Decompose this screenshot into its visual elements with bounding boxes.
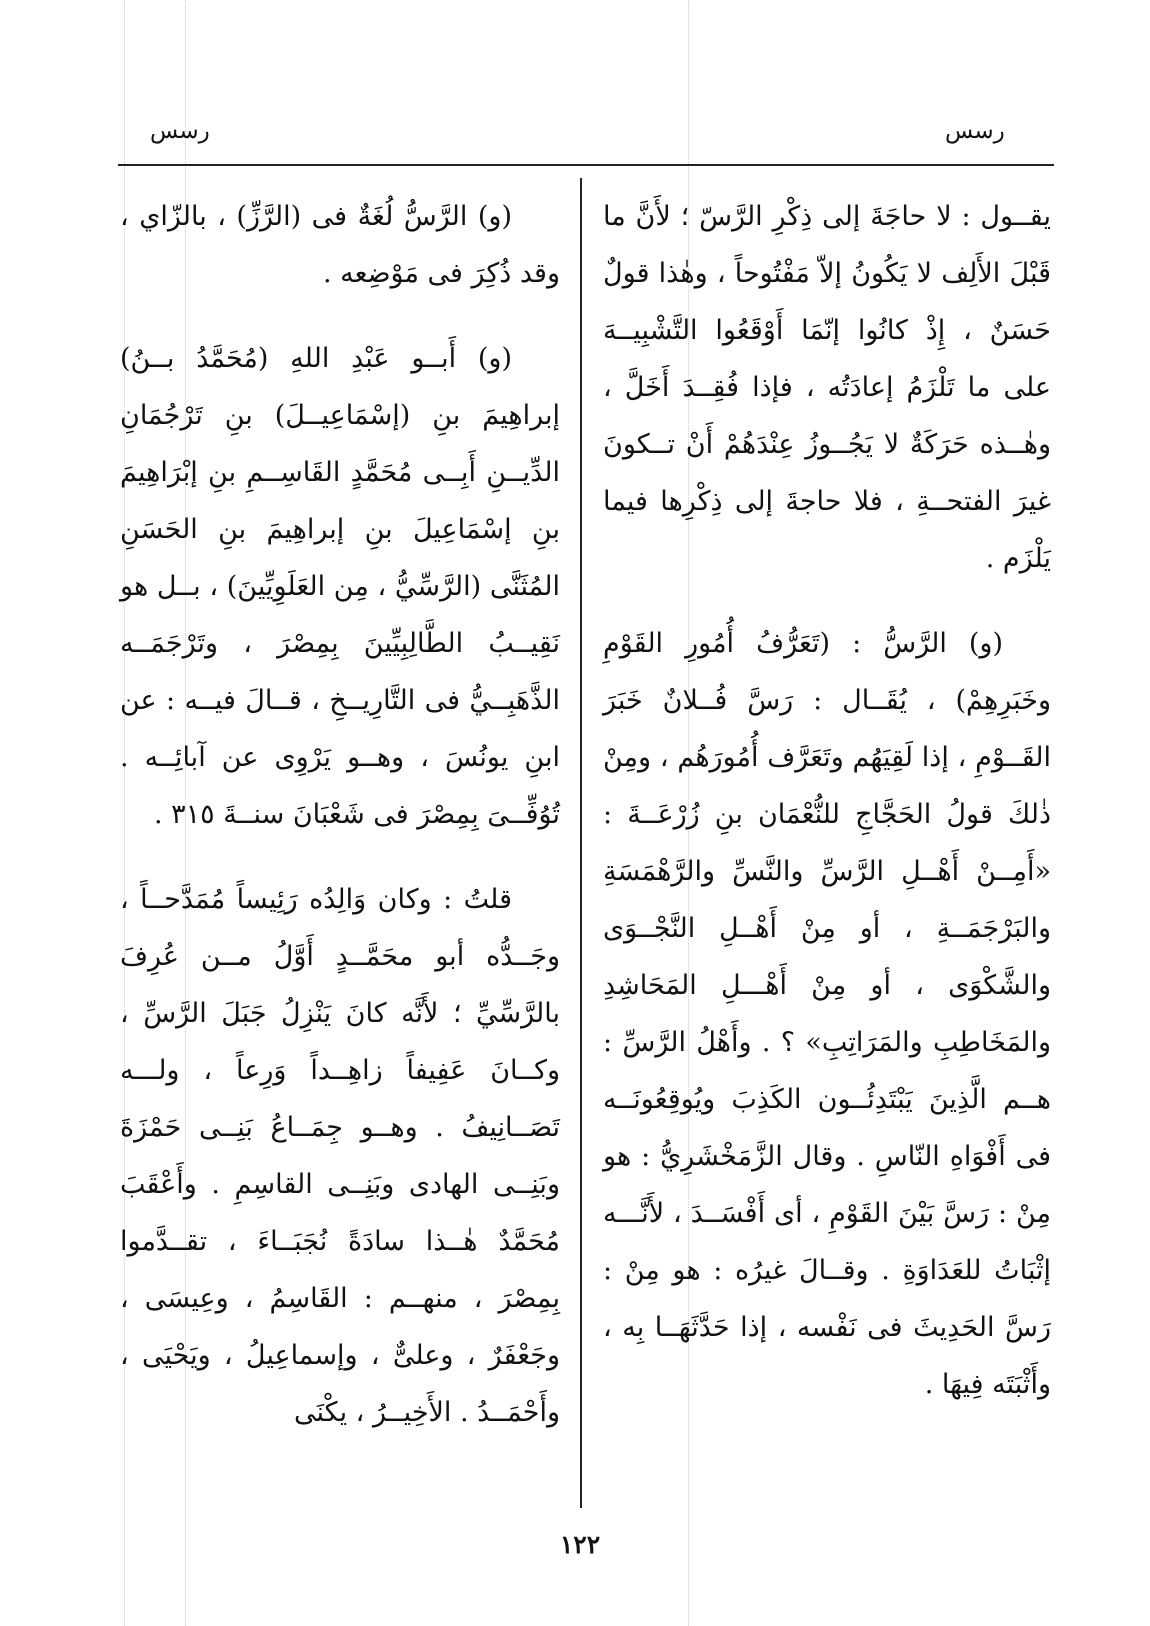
paragraph: يقــول : لا حاجَةَ إلى ذِكْرِ الرَّسّ ؛ لأَنَّ ما قَبْلَ الأَلِف لا يَكُونُ إلاّ مَفْتُوحاً ، وهٰذا قولٌ حَسَنٌ ، إِذْ كانُوا إنّمَا أَوْقَعُوا التَّشْبِيــهَ على ما تَلْزَمُ إعادَتُه ، فإذا فُقِــدَ أَخَلَّ ، وهٰــذه حَرَكَةٌ لا يَجُــوزُ عِنْدَهُمْ أَنْ تــكونَ غيرَ الفتحــةِ ، فلا حاجةَ إلى ذِكْرِها فيما يَلْزَم . xyxy=(603,201,1051,574)
left-column xyxy=(120,188,560,1441)
running-header-left: رسس xyxy=(150,118,210,144)
running-header-right: رسس xyxy=(945,118,1005,144)
right-column xyxy=(603,188,1051,1413)
paragraph: (و) الرَّسُّ : (تَعَرُّفُ أُمُورِ القَوْمِ وخَبَرِهِمْ) ، يُقَــال : رَسَّ فُــلانٌ خَبَرَ القَــوْمِ ، إذا لَقِيَهُم وتَعَرَّف أُمُورَهُم ، ومِنْ ذٰلكَ قولُ الحَجَّاجِ للنُّعْمَان بنِ زُرْعَــةَ : «أَمِــنْ أَهْــلِ الرَّسِّ والنَّسِّ والرَّهْمَسَةِ والبَرْجَمَــةِ ، أو مِنْ أَهْــلِ النَّجْــوَى والشَّكْوَى ، أو مِنْ أَهْـــلِ المَحَاشِدِ والمَخَاطِبِ والمَرَاتِبِ» ؟ . وأَهْلُ الرَّسِّ : هــم الَّذِينَ يَبْتَدِئُــون الكَذِبَ ويُوقِعُونَــه فى أَفْوَاهِ النّاسِ . وقال الزَّمَخْشَرِيُّ : هو مِنْ : رَسَّ بَيْنَ القَوْمِ ، أى أَفْسَــدَ ، لأَنَّـــه إثْبَاتُ للعَدَاوَةِ . وقــالَ غيرُه : هو مِنْ : رَسَّ الحَدِيثَ فى نَفْسه ، إذا حَدَّثَهَــا بِه ، وأَثْبَتَه فِيهَا . xyxy=(603,628,1051,1400)
column-divider xyxy=(580,178,582,1508)
paragraph: (و) أَبــو عَبْدِ اللهِ (مُحَمَّدُ بــنُ) إبراهِيمَ بنِ (إسْمَاعِيــلَ) بنِ تَرْجُمَانِ الدِّيــنِ أَبِــى مُحَمَّدٍ القَاسِــمِ بنِ إبْرَاهِيمَ بنِ إسْمَاعِيلَ بنِ إبراهِيمَ بنِ الحَسَنِ المُثَنَّى (الرَّسِّيُّ ، مِن العَلَوِيِّينَ) ، بــل هو نَقِيــبُ الطَّالِبِيِّينَ بِمِصْرَ ، وتَرْجَمَــه الذَّهَبِــيُّ فى التَّارِيــخِ ، قــالَ فيــه : عن ابنِ يونُسَ ، وهــو يَرْوِى عن آبائِــه . تُوُفِّــىَ بِمِصْرَ فى شَعْبَانَ سنــةَ ٣١٥ . xyxy=(120,343,560,830)
page-number: ١٢٢ xyxy=(559,1530,601,1559)
header-rule xyxy=(118,164,1054,166)
paragraph: قلتُ : وكان وَالِدُه رَئِيساً مُمَدَّحــاً ، وجَــدُّه أبو محَمَّــدٍ أَوَّلُ مــن عُرِفَ بالرَّسِّيِّ ؛ لأَنَّه كانَ يَنْزِلُ جَبَلَ الرَّسِّ ، وكــانَ عَفِيفاً زاهِــداً وَرِعاً ، ولـــه تَصَــانِيفُ . وهــو جِمَــاعُ بَنِــى حَمْزَةَ وبَنِــى الهادى وبَنِــى القاسِمِ . وأَعْقَبَ مُحَمَّدٌ هٰــذا سادَةً نُجَبَــاءَ ، تقــدَّموا بِمِصْرَ ، منهــم : القَاسِمُ ، وعِيسَى ، وجَعْفَرٌ ، وعلىٌّ ، وإسماعِيلُ ، ويَحْيَى ، وأَحْمَــدُ . الأَخِيــرُ ، يكْنَى xyxy=(120,884,560,1428)
paragraph: (و) الرَّسُّ لُغَةٌ فى (الرَّزِّ) ، بالزّاي ، وقد ذُكِرَ فى مَوْضِعه . xyxy=(120,201,560,289)
